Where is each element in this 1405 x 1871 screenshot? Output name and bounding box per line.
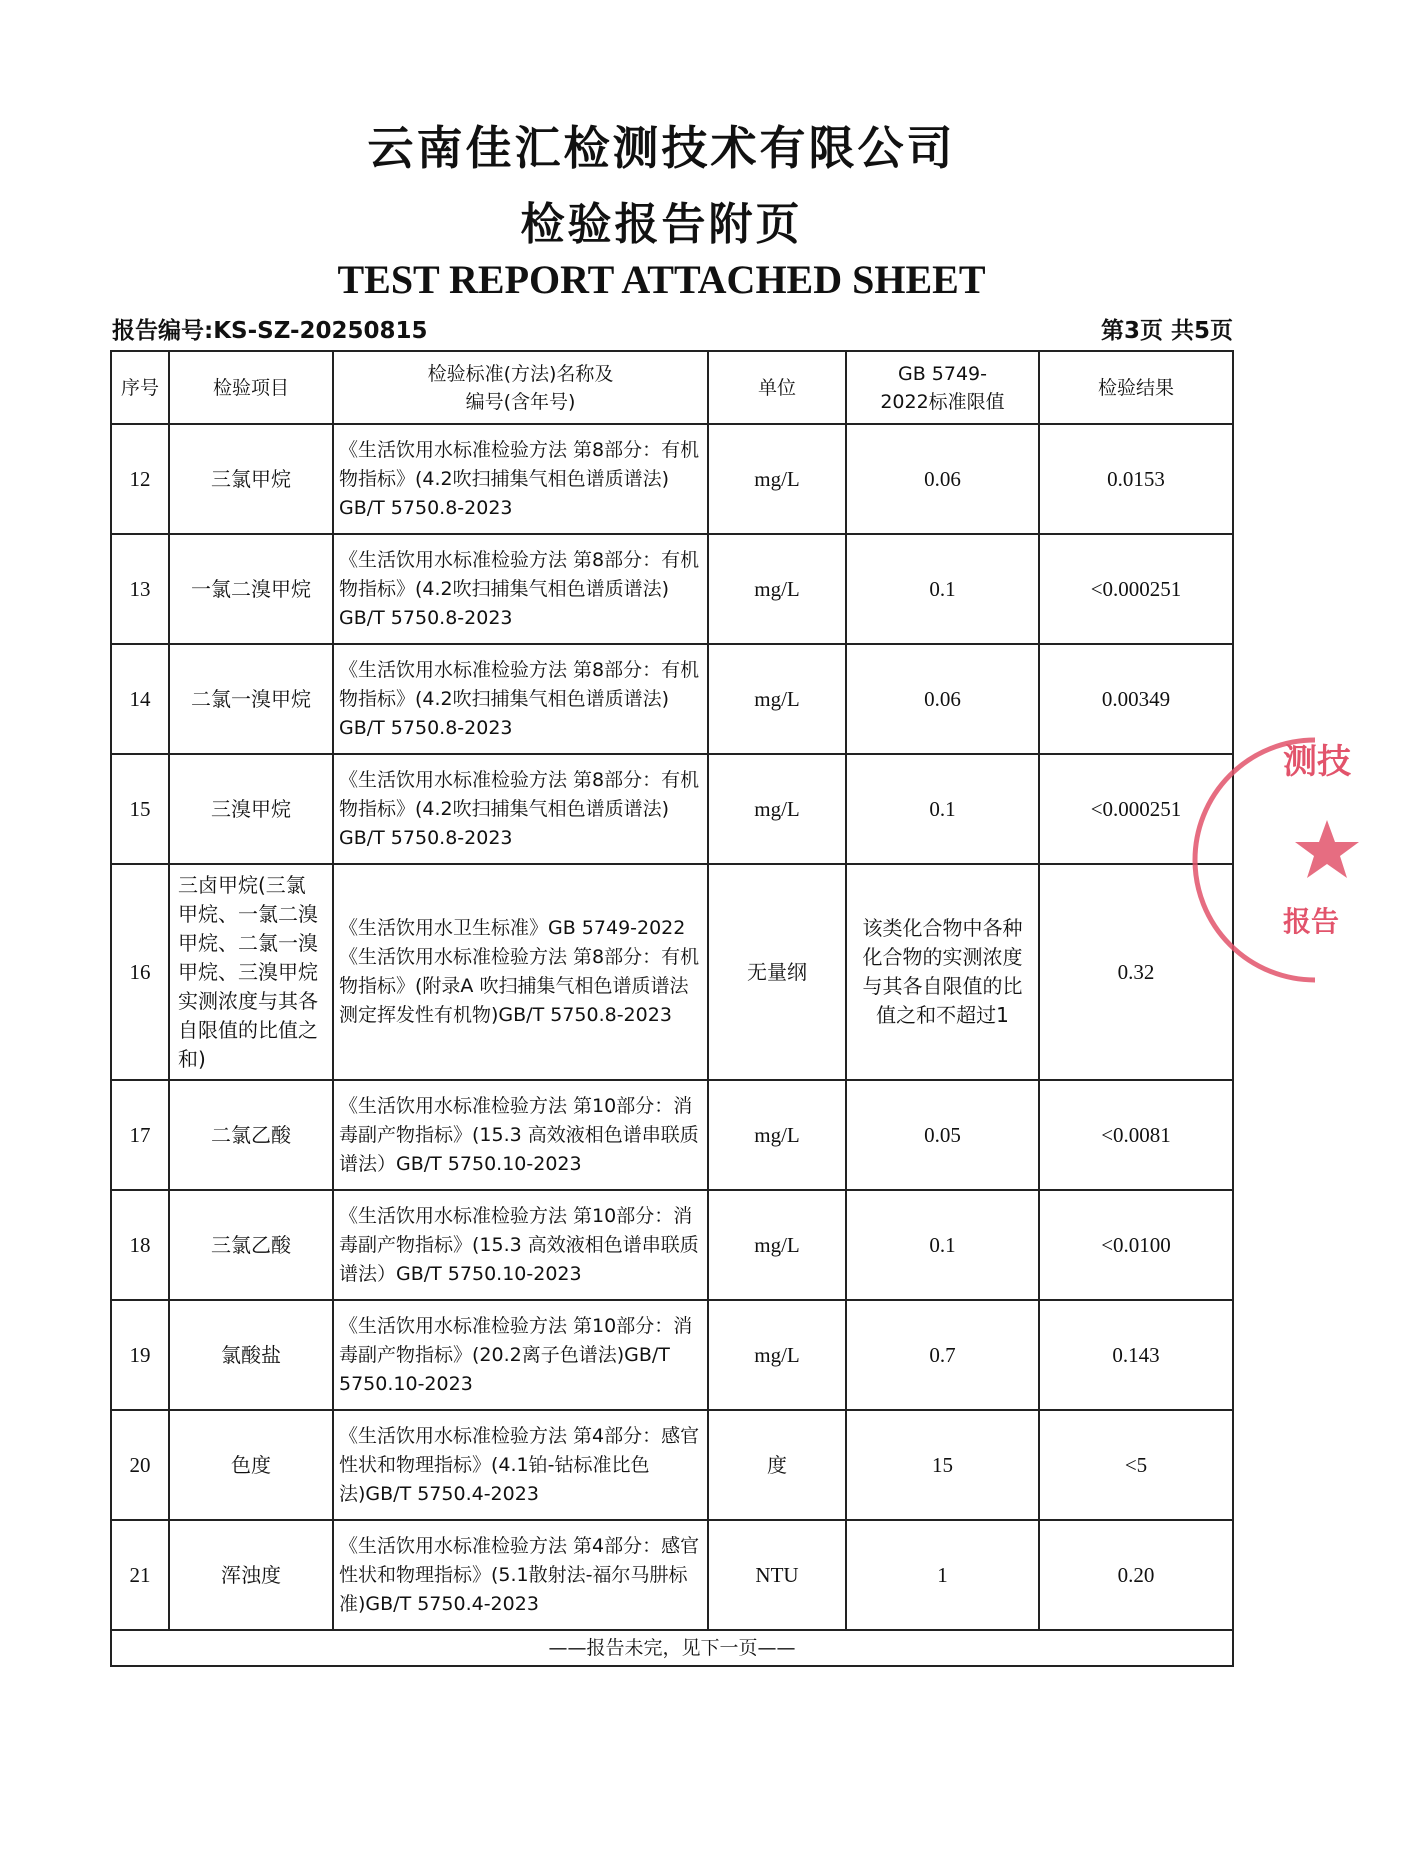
cell-unit: 度 <box>708 1410 846 1520</box>
cell-limit: 0.06 <box>846 424 1039 534</box>
cell-item: 一氯二溴甲烷 <box>169 534 333 644</box>
results-table <box>110 350 1234 1667</box>
cell-unit: mg/L <box>708 754 846 864</box>
seal-star-icon <box>1295 820 1359 878</box>
header-item: 检验项目 <box>169 351 333 424</box>
cell-limit: 0.1 <box>846 754 1039 864</box>
cell-limit: 0.05 <box>846 1080 1039 1190</box>
report-number: 报告编号:KS-SZ-20250815 <box>112 318 428 344</box>
cell-result: <5 <box>1039 1410 1233 1520</box>
report-continued-note: ——报告未完，见下一页—— <box>111 1630 1233 1666</box>
table-row <box>111 424 1233 534</box>
cell-unit: mg/L <box>708 534 846 644</box>
header-unit: 单位 <box>708 351 846 424</box>
cell-item: 色度 <box>169 1410 333 1520</box>
table-row <box>111 1520 1233 1630</box>
cell-method: 《生活饮用水标准检验方法 第10部分：消毒副产物指标》(15.3 高效液相色谱串联质谱法）GB/T 5750.10-2023 <box>333 1190 708 1300</box>
cell-item: 二氯乙酸 <box>169 1080 333 1190</box>
cell-result: 0.32 <box>1039 864 1233 1080</box>
seal-text-bottom: 报告 <box>1283 905 1340 938</box>
cell-unit: mg/L <box>708 644 846 754</box>
cell-seq: 14 <box>111 644 169 754</box>
cell-seq: 18 <box>111 1190 169 1300</box>
cell-limit: 0.1 <box>846 534 1039 644</box>
cell-unit: 无量纲 <box>708 864 846 1080</box>
cell-item: 二氯一溴甲烷 <box>169 644 333 754</box>
table-row <box>111 754 1233 864</box>
cell-limit: 0.1 <box>846 1190 1039 1300</box>
table-body <box>111 424 1233 1630</box>
cell-method: 《生活饮用水标准检验方法 第8部分：有机物指标》(4.2吹扫捕集气相色谱质谱法) GB/T 5750.8-2023 <box>333 424 708 534</box>
cell-seq: 15 <box>111 754 169 864</box>
page-info: 第3页 共5页 <box>1100 318 1233 344</box>
cell-seq: 17 <box>111 1080 169 1190</box>
cell-limit: 15 <box>846 1410 1039 1520</box>
table-row <box>111 1300 1233 1410</box>
cell-unit: mg/L <box>708 1300 846 1410</box>
header-seq: 序号 <box>111 351 169 424</box>
cell-limit: 1 <box>846 1520 1039 1630</box>
cell-method: 《生活饮用水标准检验方法 第10部分：消毒副产物指标》(15.3 高效液相色谱串联质谱法）GB/T 5750.10-2023 <box>333 1080 708 1190</box>
table-header-row <box>111 351 1233 424</box>
cell-seq: 21 <box>111 1520 169 1630</box>
table-row <box>111 864 1233 1080</box>
table-row <box>111 1190 1233 1300</box>
cell-result: 0.20 <box>1039 1520 1233 1630</box>
cell-unit: mg/L <box>708 1190 846 1300</box>
seal-text-top: 测技 <box>1283 742 1351 782</box>
cell-unit: NTU <box>708 1520 846 1630</box>
header-method <box>333 351 708 424</box>
seal-graphic <box>1275 730 1405 990</box>
cell-seq: 13 <box>111 534 169 644</box>
table-row <box>111 534 1233 644</box>
company-seal <box>1275 730 1405 990</box>
company-name: 云南佳汇检测技术有限公司 <box>367 121 956 175</box>
cell-seq: 12 <box>111 424 169 534</box>
cell-item: 浑浊度 <box>169 1520 333 1630</box>
cell-item: 三氯乙酸 <box>169 1190 333 1300</box>
cell-method: 《生活饮用水标准检验方法 第10部分：消毒副产物指标》(20.2离子色谱法)GB/T 5750.10-2023 <box>333 1300 708 1410</box>
report-title-en: TEST REPORT ATTACHED SHEET <box>337 257 986 302</box>
cell-result: 0.143 <box>1039 1300 1233 1410</box>
cell-limit: 该类化合物中各种化合物的实测浓度与其各自限值的比值之和不超过1 <box>846 864 1039 1080</box>
table-footer-row <box>111 1630 1233 1666</box>
cell-result: <0.000251 <box>1039 754 1233 864</box>
cell-seq: 19 <box>111 1300 169 1410</box>
cell-method: 《生活饮用水标准检验方法 第4部分：感官性状和物理指标》(5.1散射法-福尔马肼标准)GB/T 5750.4-2023 <box>333 1520 708 1630</box>
cell-limit: 0.7 <box>846 1300 1039 1410</box>
cell-method: 《生活饮用水卫生标准》GB 5749-2022《生活饮用水标准检验方法 第8部分：有机物指标》(附录A 吹扫捕集气相色谱质谱法测定挥发性有机物)GB/T 5750.8-2023 <box>333 864 708 1080</box>
cell-unit: mg/L <box>708 424 846 534</box>
cell-item: 氯酸盐 <box>169 1300 333 1410</box>
cell-item: 三卤甲烷(三氯甲烷、一氯二溴甲烷、二氯一溴甲烷、三溴甲烷实测浓度与其各自限值的比值之和) <box>169 864 333 1080</box>
header-limit <box>846 351 1039 424</box>
cell-limit: 0.06 <box>846 644 1039 754</box>
report-title-cn: 检验报告附页 <box>520 199 803 250</box>
cell-seq: 20 <box>111 1410 169 1520</box>
header-method-text: 检验标准(方法)名称及编号(含年号) <box>427 362 614 413</box>
cell-item: 三氯甲烷 <box>169 424 333 534</box>
cell-unit: mg/L <box>708 1080 846 1190</box>
header-limit-text: GB 5749-2022标准限值 <box>880 362 1005 413</box>
cell-method: 《生活饮用水标准检验方法 第8部分：有机物指标》(4.2吹扫捕集气相色谱质谱法) GB/T 5750.8-2023 <box>333 644 708 754</box>
cell-result: <0.0081 <box>1039 1080 1233 1190</box>
cell-method: 《生活饮用水标准检验方法 第8部分：有机物指标》(4.2吹扫捕集气相色谱质谱法) GB/T 5750.8-2023 <box>333 534 708 644</box>
cell-result: <0.0100 <box>1039 1190 1233 1300</box>
table-row <box>111 1410 1233 1520</box>
cell-result: 0.00349 <box>1039 644 1233 754</box>
cell-result: <0.000251 <box>1039 534 1233 644</box>
cell-method: 《生活饮用水标准检验方法 第8部分：有机物指标》(4.2吹扫捕集气相色谱质谱法) GB/T 5750.8-2023 <box>333 754 708 864</box>
header-result: 检验结果 <box>1039 351 1233 424</box>
table-row <box>111 1080 1233 1190</box>
cell-method: 《生活饮用水标准检验方法 第4部分：感官性状和物理指标》(4.1铂-钴标准比色法)GB/T 5750.4-2023 <box>333 1410 708 1520</box>
results-table-wrapper <box>110 350 1234 1667</box>
table-row <box>111 644 1233 754</box>
cell-result: 0.0153 <box>1039 424 1233 534</box>
cell-item: 三溴甲烷 <box>169 754 333 864</box>
cell-seq: 16 <box>111 864 169 1080</box>
